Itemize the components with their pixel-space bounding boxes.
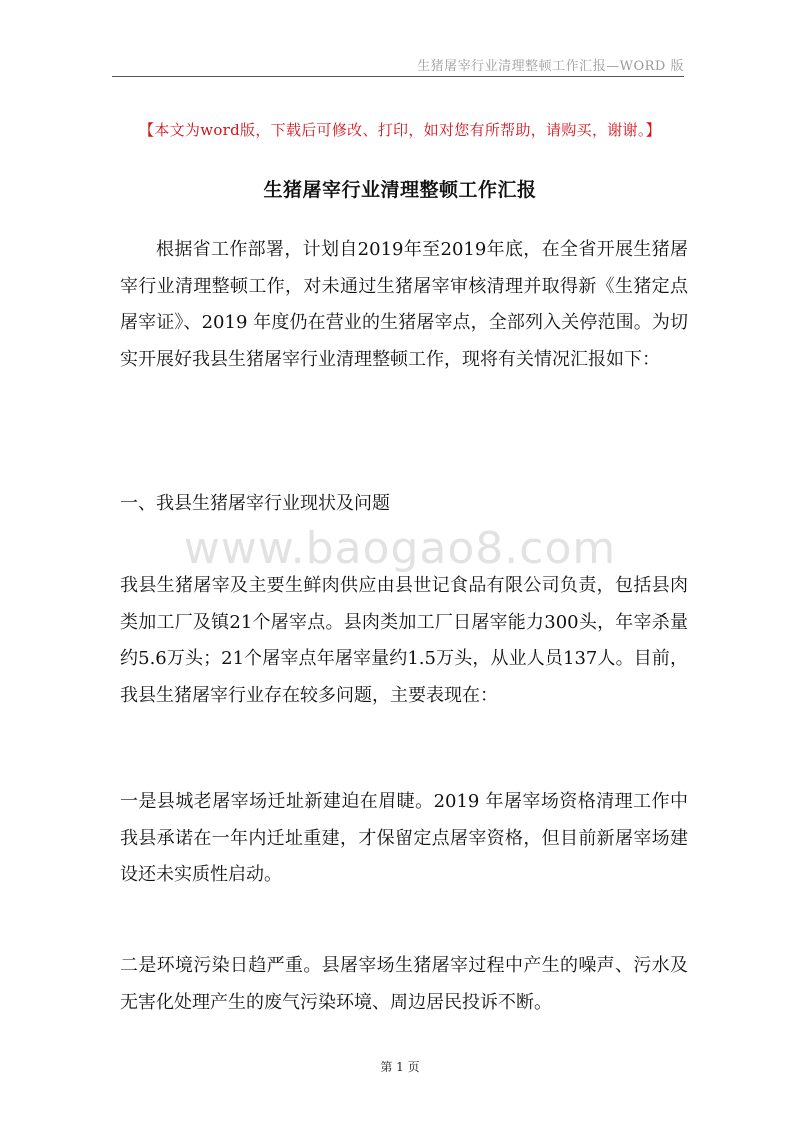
header-divider (112, 76, 684, 77)
page-number: 第 1 页 (380, 1060, 420, 1074)
status-paragraph: 我县生猪屠宰及主要生鲜肉供应由县世记食品有限公司负责，包括县肉类加工厂及镇21个屠宰点。县肉类加工厂日屠宰能力300头，年宰杀量约5.6万头；21个屠宰点年屠宰量约1.5万头，从业人员137人。目前，我县生猪屠宰行业存在较多问题，主要表现在： (120, 575, 688, 706)
running-header: 生猪屠宰行业清理整顿工作汇报—WORD 版 (417, 59, 684, 74)
section-heading: 一、我县生猪屠宰行业现状及问题 (120, 493, 390, 514)
watermark: www.baogao8.com (183, 523, 617, 574)
problem-one-paragraph: 一是县城老屠宰场迁址新建迫在眉睫。2019 年屠宰场资格清理工作中我县承诺在一年内迁址重建，才保留定点屠宰资格，但目前新屠宰场建设还未实质性启动。 (120, 791, 688, 885)
intro-paragraph: 根据省工作部署，计划自2019年至2019年底，在全省开展生猪屠宰行业清理整顿工作，对未通过生猪屠宰审核清理并取得新《生猪定点屠宰证》、2019 年度仍在营业的生猪屠宰点，全部列入关停范围。为切实开展好我县生猪屠宰行业清理整顿工作，现将有关情况汇报如下： (120, 239, 688, 370)
problem-two-paragraph: 二是环境污染日趋严重。县屠宰场生猪屠宰过程中产生的噪声、污水及无害化处理产生的废气污染环境、周边居民投诉不断。 (120, 955, 688, 1013)
purchase-notice: 【本文为word版，下载后可修改、打印，如对您有所帮助，请购买，谢谢。】 (139, 121, 661, 139)
document-title: 生猪屠宰行业清理整顿工作汇报 (263, 179, 537, 201)
